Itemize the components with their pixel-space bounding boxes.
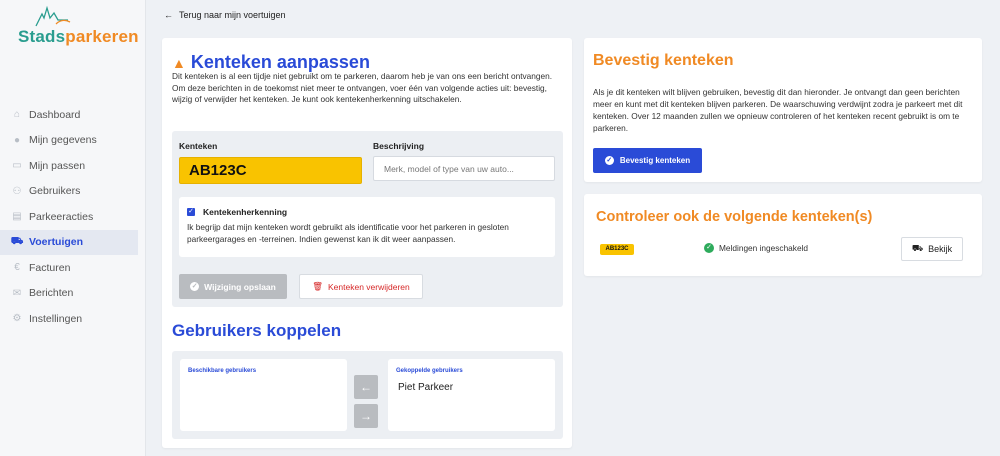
- edit-title-text: Kenteken aanpassen: [190, 52, 370, 72]
- view-button-label: Bekijk: [928, 244, 953, 254]
- sidebar-item-label: Mijn passen: [29, 159, 86, 172]
- save-button[interactable]: [179, 274, 287, 299]
- sidebar-item-label: Gebruikers: [29, 185, 81, 198]
- logo-text: Stadsparkeren: [18, 27, 139, 46]
- logo[interactable]: [18, 4, 139, 48]
- back-link[interactable]: [164, 10, 286, 20]
- sidebar-item-mijn-gegevens[interactable]: [0, 128, 138, 154]
- plate-input[interactable]: AB123C: [179, 157, 362, 184]
- car-icon: ⛟: [10, 235, 24, 247]
- sidebar-item-label: Berichten: [29, 287, 74, 300]
- users-icon: ⚇: [12, 185, 22, 197]
- sidebar-item-label: Mijn gegevens: [29, 134, 97, 147]
- sidebar-item-label: Voertuigen: [29, 236, 84, 249]
- parking-icon: ▤: [12, 211, 22, 223]
- description-label: Beschrijving: [373, 141, 425, 151]
- sidebar-item-label: Instellingen: [29, 312, 83, 325]
- edit-plate-card: [162, 38, 572, 448]
- check-plates-card: [584, 194, 982, 276]
- confirm-plate-button[interactable]: [593, 148, 702, 173]
- warning-icon: ▲: [172, 54, 186, 71]
- plate-label: Kenteken: [179, 141, 218, 151]
- users-link-box: [172, 351, 563, 439]
- sidebar: [0, 0, 146, 456]
- view-plate-button[interactable]: [901, 237, 963, 261]
- sidebar-item-instellingen[interactable]: [0, 306, 138, 332]
- plate-badge: AB123C: [600, 244, 634, 255]
- back-link-label: Terug naar mijn voertuigen: [179, 10, 286, 20]
- move-right-button[interactable]: [354, 404, 378, 428]
- notification-status-text: Meldingen ingeschakeld: [719, 243, 809, 253]
- sidebar-nav: [0, 102, 138, 332]
- move-left-button[interactable]: [354, 375, 378, 399]
- users-title: Gebruikers koppelen: [172, 321, 342, 340]
- linked-users-title: Gekoppelde gebruikers: [396, 368, 463, 374]
- arrow-left-icon: ←: [360, 380, 372, 394]
- delete-plate-button[interactable]: [299, 274, 423, 299]
- skyline-icon: [34, 4, 74, 28]
- recognition-label: Kentekenherkenning: [203, 207, 288, 217]
- arrow-right-icon: →: [360, 409, 372, 423]
- recognition-text: Ik begrijp dat mijn kenteken wordt gebruikt als identificatie voor het parkeren in gesloten parkeergarages en -terreinen. Indien gewenst kan ik dit weer aanpassen.: [187, 222, 509, 244]
- linked-user-item[interactable]: Piet Parkeer: [398, 382, 454, 393]
- save-button-label: Wijziging opslaan: [204, 281, 276, 292]
- invoice-icon: €: [14, 262, 20, 274]
- sidebar-item-mijn-passen[interactable]: [0, 153, 138, 179]
- car-icon: ⛟: [911, 243, 924, 253]
- sidebar-item-label: Facturen: [29, 261, 71, 274]
- recognition-checkbox[interactable]: ✓: [188, 208, 194, 215]
- sidebar-item-gebruikers[interactable]: [0, 179, 138, 205]
- delete-button-label: Kenteken verwijderen: [328, 281, 410, 292]
- user-icon: ●: [13, 134, 21, 146]
- check-title: Controleer ook de volgende kenteken(s): [596, 209, 873, 225]
- available-users-title: Beschikbare gebruikers: [188, 368, 257, 374]
- sidebar-item-label: Dashboard: [29, 108, 81, 121]
- sidebar-item-dashboard[interactable]: [0, 102, 138, 128]
- confirm-plate-card: [584, 38, 982, 182]
- check-circle-icon: ✓: [191, 283, 198, 290]
- check-circle-icon: ✓: [606, 157, 613, 164]
- trash-icon: 🗑: [312, 281, 324, 291]
- sidebar-item-berichten[interactable]: [0, 281, 138, 307]
- edit-title: [172, 52, 370, 73]
- confirm-title: Bevestig kenteken: [593, 52, 734, 69]
- settings-icon: ⚙: [12, 313, 22, 325]
- sidebar-item-parkeeracties[interactable]: [0, 204, 138, 230]
- arrow-left-icon: ←: [164, 10, 173, 20]
- home-icon: ⌂: [13, 109, 21, 121]
- confirm-text: Als je dit kenteken wilt blijven gebruiken, bevestig dit dan hieronder. Je ontvangt dan geen berichten meer en kunt met dit kenteken blijven parkeren. De waarschuwing verdwijnt zodra je parkeert met dit kenteken. Over 12 maanden zullen we opnieuw controleren of het kenteken recent gebruikt is om te parkeren.: [593, 87, 963, 133]
- messages-icon: ✉: [12, 287, 22, 299]
- sidebar-item-facturen[interactable]: [0, 255, 138, 281]
- confirm-button-label: Bevestig kenteken: [619, 156, 691, 165]
- check-circle-icon: ✓: [704, 243, 714, 253]
- description-input[interactable]: Merk, model of type van uw auto...: [373, 156, 555, 181]
- available-users-list[interactable]: [180, 359, 347, 431]
- edit-form: [172, 131, 563, 307]
- notification-status: [704, 243, 808, 253]
- linked-users-list[interactable]: [388, 359, 555, 431]
- card-icon: ▭: [12, 160, 22, 172]
- edit-intro: Dit kenteken is al een tijdje niet gebruikt om te parkeren, daarom heb je van ons een bericht ontvangen. Om deze berichten in de toekomst niet meer te ontvangen, voer één van volgende acties uit: bevestig, wijzig of verwijder het kenteken. Je kunt ook kentekenherkenning uitschakelen.: [172, 71, 553, 104]
- sidebar-item-voertuigen[interactable]: [0, 230, 138, 256]
- sidebar-item-label: Parkeeracties: [29, 210, 94, 223]
- recognition-box: [179, 197, 555, 257]
